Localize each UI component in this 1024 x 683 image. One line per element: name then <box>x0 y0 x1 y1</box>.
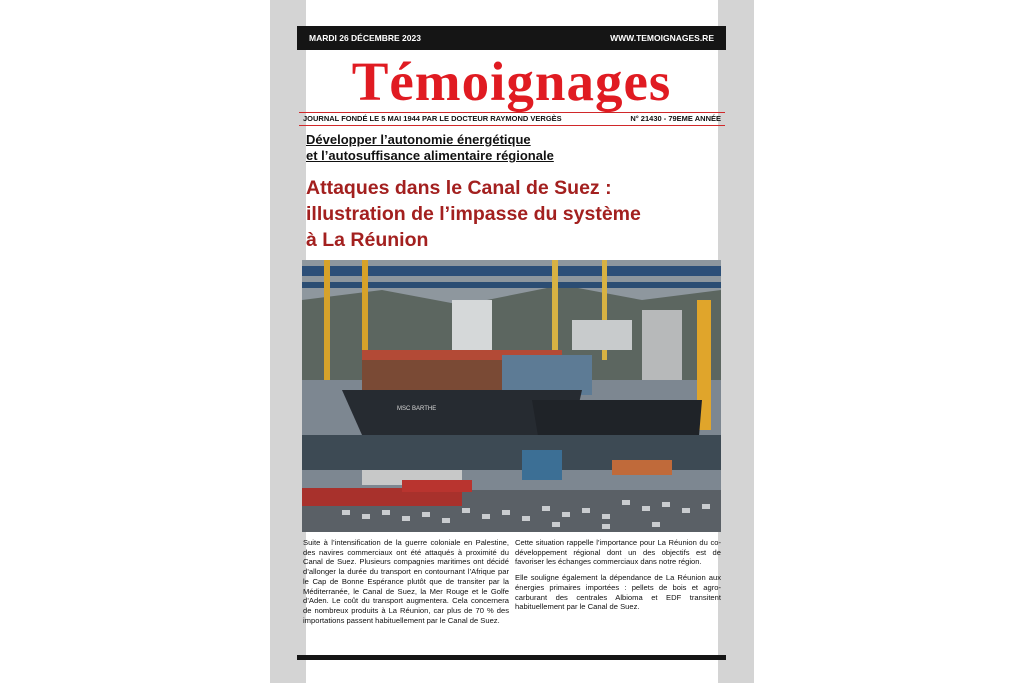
article-column-left <box>303 538 509 631</box>
headline-line-3: à La Réunion <box>306 229 429 251</box>
port-photo <box>302 260 721 532</box>
container-port-illustration <box>302 260 721 532</box>
ship-name-label: MSC BARTHE <box>397 406 437 412</box>
headline-line-1: Attaques dans le Canal de Suez : <box>306 177 612 199</box>
article-headline <box>306 175 716 253</box>
issue-date: MARDI 26 DÉCEMBRE 2023 <box>309 33 421 43</box>
masthead-title: Témoignages <box>351 51 672 112</box>
founded-note: JOURNAL FONDÉ LE 5 MAI 1944 PAR LE DOCTEUR RAYMOND VERGÈS <box>303 114 562 123</box>
info-bar <box>303 113 721 124</box>
article-paragraph: Suite à l’intensification de la guerre coloniale en Palestine, des navires commerciaux ont été attaqués à proximité du Canal de Suez. Plusieurs compagnies maritimes ont décidé d’allonger la durée du transport en contournant l’Afrique par le Cap de Bonne Espérance plutôt que de transiter par la Méditerranée, le Canal de Suez, la Mer Rouge et le Golfe d’Aden. Le coût du transport augmentera. Cela concernera de nombreux produits à La Réunion, car plus de 70 % des importations passent habituellement par le Canal de Suez. <box>303 538 509 625</box>
article-column-right <box>515 538 721 618</box>
tagline-line-2: et l’autosuffisance alimentaire régionale <box>306 148 554 163</box>
article-paragraph: Elle souligne également la dépendance de La Réunion aux énergies primaires importées : pellets de bois et agro-carburant des centrales Albioma et EDF transitent habituellement par le Canal de Suez. <box>515 573 721 612</box>
top-bar <box>297 26 726 50</box>
tagline <box>306 132 716 164</box>
masthead-divider-bottom <box>299 125 725 126</box>
bottom-bar <box>297 655 726 660</box>
issue-number: N° 21430 - 79EME ANNÉE <box>630 114 721 123</box>
website-link[interactable]: WWW.TEMOIGNAGES.RE <box>610 33 714 43</box>
tagline-line-1: Développer l’autonomie énergétique <box>306 132 531 147</box>
article-paragraph: Cette situation rappelle l’importance pour La Réunion du co-développement régional dont un des objectifs est de favoriser les échanges commerciaux dans notre région. <box>515 538 721 567</box>
headline-line-2: illustration de l’impasse du système <box>306 203 641 225</box>
